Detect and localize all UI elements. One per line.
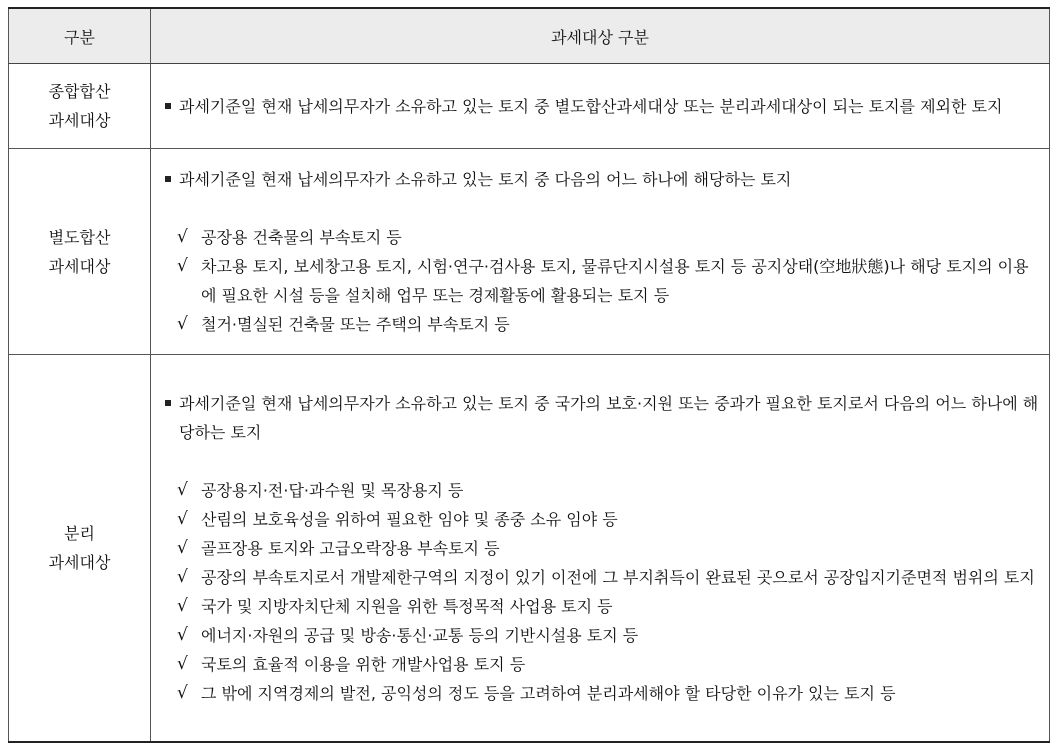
check-item-text: 공장용 건축물의 부속토지 등 — [201, 227, 402, 247]
check-item-text: 골프장용 토지와 고급오락장용 부속토지 등 — [201, 538, 500, 558]
row-category — [9, 355, 151, 743]
check-item — [163, 476, 1039, 505]
category-line: 종합합산 — [48, 82, 111, 101]
square-bullet-icon — [165, 176, 171, 182]
category-line: 과세대상 — [48, 111, 111, 130]
check-mark-icon: √ — [177, 624, 188, 645]
check-item — [163, 679, 1039, 708]
check-mark-icon: √ — [177, 595, 188, 616]
bullet-text: 과세기준일 현재 납세의무자가 소유하고 있는 토지 중 국가의 보호·지원 또는 중과가 필요한 토지로서 다음의 어느 하나에 해당하는 토지 — [179, 393, 1039, 442]
check-item — [163, 563, 1039, 592]
check-item — [163, 505, 1039, 534]
check-item-text: 공장용지·전·답·과수원 및 목장용지 등 — [201, 480, 464, 500]
check-mark-icon: √ — [177, 566, 188, 587]
table-row — [9, 355, 1050, 743]
check-item-text: 국가 및 지방자치단체 지원을 위한 특정목적 사업용 토지 등 — [201, 596, 613, 616]
bullet-item — [163, 165, 1039, 194]
square-bullet-icon — [165, 103, 171, 109]
category-line: 별도합산 — [48, 227, 111, 247]
check-mark-icon: √ — [177, 508, 188, 529]
check-item — [163, 310, 1039, 339]
bullet-text: 과세기준일 현재 납세의무자가 소유하고 있는 토지 중 별도합산과세대상 또는 분리과세대상이 되는 토지를 제외한 토지 — [179, 96, 1003, 116]
row-body — [151, 149, 1050, 355]
table-row — [9, 149, 1050, 355]
check-item-text: 차고용 토지, 보세창고용 토지, 시험·연구·검사용 토지, 물류단지시설용 토지 등 공지상태(空地狀態)나 해당 토지의 이용에 필요한 시설 등을 설치해 업무 또는 경제활동에 활용되는 토지 등 — [201, 256, 1029, 305]
check-item-text: 공장의 부속토지로서 개발제한구역의 지정이 있기 이전에 그 부지취득이 완료된 곳으로서 공장입지기준면적 범위의 토지 — [201, 567, 1035, 587]
category-line: 과세대상 — [48, 553, 111, 572]
check-item-text: 에너지·자원의 공급 및 방송·통신·교통 등의 기반시설용 토지 등 — [201, 625, 639, 645]
check-mark-icon: √ — [177, 313, 188, 334]
check-mark-icon: √ — [177, 479, 188, 500]
row-body — [151, 355, 1050, 743]
check-item-text: 그 밖에 지역경제의 발전, 공익성의 정도 등을 고려하여 분리과세해야 할 타당한 이유가 있는 토지 등 — [201, 683, 896, 703]
row-category — [9, 149, 151, 355]
bullet-text: 과세기준일 현재 납세의무자가 소유하고 있는 토지 중 다음의 어느 하나에 해당하는 토지 — [179, 169, 792, 189]
check-item — [163, 534, 1039, 563]
check-item — [163, 650, 1039, 679]
row-body — [151, 64, 1050, 149]
table-row — [9, 64, 1050, 149]
check-mark-icon: √ — [177, 537, 188, 558]
check-mark-icon: √ — [177, 682, 188, 703]
bullet-item — [163, 389, 1039, 447]
category-line: 과세대상 — [48, 256, 111, 276]
table-header-row — [9, 8, 1050, 64]
check-item — [163, 252, 1039, 310]
header-category: 구분 — [9, 8, 151, 64]
category-line: 분리 — [64, 524, 95, 543]
bullet-item — [163, 92, 1039, 121]
check-mark-icon: √ — [177, 255, 188, 276]
check-mark-icon: √ — [177, 226, 188, 247]
square-bullet-icon — [165, 400, 171, 406]
check-item-text: 철거·멸실된 건축물 또는 주택의 부속토지 등 — [201, 314, 510, 334]
check-item-text: 국토의 효율적 이용을 위한 개발사업용 토지 등 — [201, 654, 526, 674]
check-item-text: 산림의 보호육성을 위하여 필요한 임야 및 종중 소유 임야 등 — [201, 509, 618, 529]
header-description: 과세대상 구분 — [151, 8, 1050, 64]
row-category — [9, 64, 151, 149]
land-tax-table — [8, 7, 1050, 743]
check-item — [163, 592, 1039, 621]
check-item — [163, 621, 1039, 650]
check-mark-icon: √ — [177, 653, 188, 674]
check-item — [163, 223, 1039, 252]
